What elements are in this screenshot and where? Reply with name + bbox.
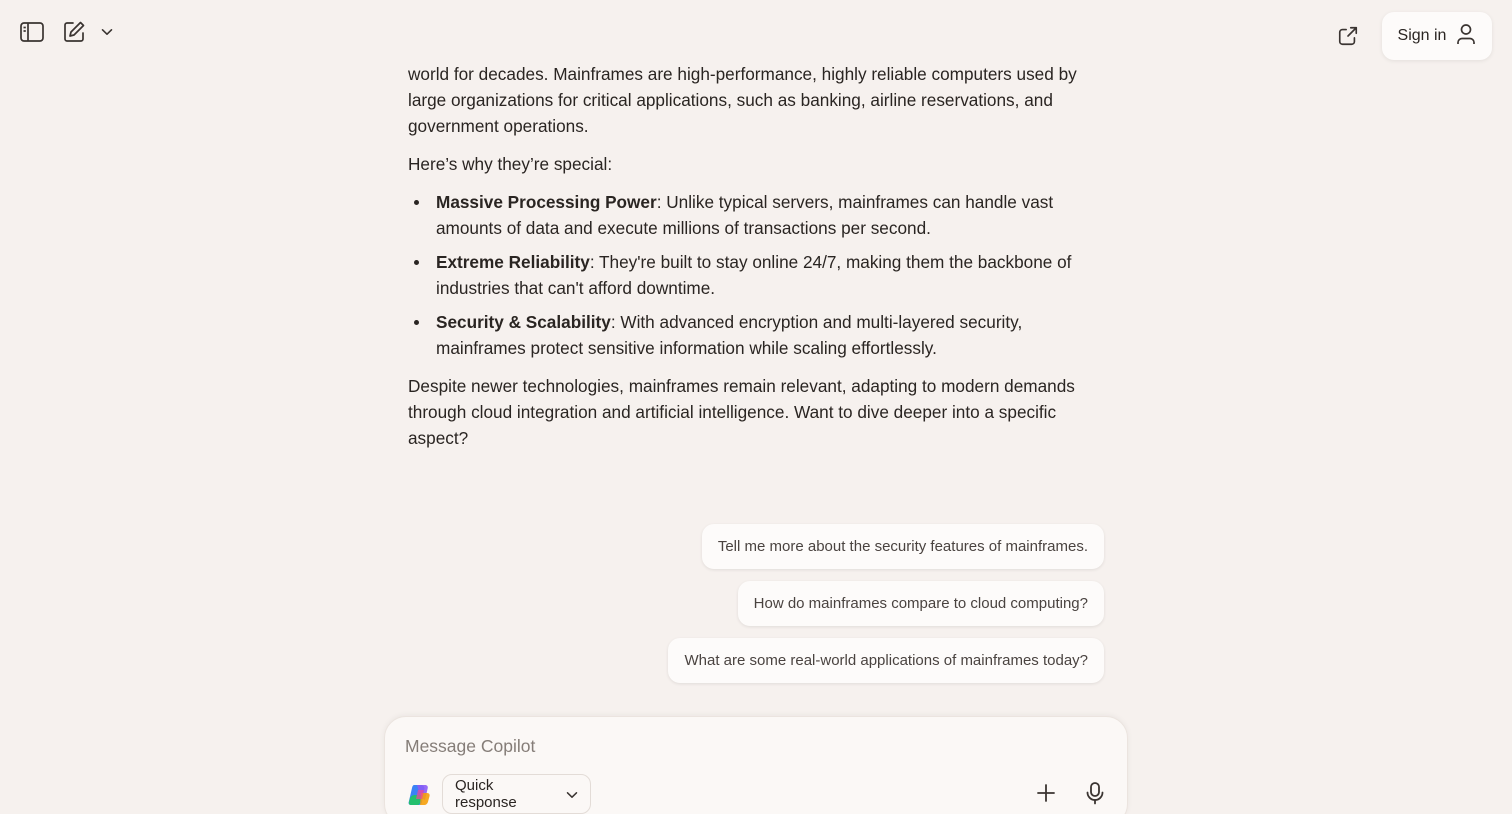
top-left-toolbar <box>18 18 116 46</box>
chevron-down-icon[interactable] <box>98 18 116 46</box>
compose-icon[interactable] <box>60 18 88 46</box>
microphone-icon[interactable] <box>1082 780 1108 806</box>
message-paragraph: Here’s why they’re special: <box>408 154 613 174</box>
scroll-fade <box>380 0 1120 60</box>
share-icon[interactable] <box>1334 22 1362 50</box>
message-paragraph: world for decades. Mainframes are high-performance, highly reliable computers used by large organizations for critical applications, such as banking, airline reservations, and government operations. <box>408 64 1077 136</box>
person-icon <box>1456 23 1476 50</box>
bullet-title: Extreme Reliability <box>436 252 590 272</box>
suggestion-chip[interactable]: What are some real-world applications of mainframes today? <box>668 638 1104 683</box>
list-item <box>408 249 1104 301</box>
suggestion-chip[interactable]: How do mainframes compare to cloud computing? <box>738 581 1104 626</box>
copilot-logo-icon <box>406 782 432 808</box>
bullet-title: Security & Scalability <box>436 312 611 332</box>
chevron-down-icon <box>566 786 578 803</box>
bullet-text: : Unlike typical servers, mainframes can handle vast amounts of data and execute millions of transactions per second. <box>436 192 1054 238</box>
list-item <box>408 309 1104 361</box>
assistant-message <box>408 61 1104 451</box>
response-mode-label: Quick response <box>455 777 517 811</box>
message-composer <box>384 716 1128 814</box>
response-mode-dropdown[interactable] <box>442 774 591 814</box>
suggested-prompts <box>668 524 1104 683</box>
list-item <box>408 189 1104 241</box>
message-bullet-list <box>408 189 1104 361</box>
bullet-text: : They're built to stay online 24/7, making them the backbone of industries that can't afford downtime. <box>436 252 1072 298</box>
message-paragraph: Despite newer technologies, mainframes remain relevant, adapting to modern demands through cloud integration and artificial intelligence. Want to dive deeper into a specific aspect? <box>408 376 1075 448</box>
sign-in-button[interactable] <box>1382 12 1492 60</box>
sidebar-toggle-icon[interactable] <box>18 18 46 46</box>
message-input[interactable] <box>405 733 1095 759</box>
sign-in-label: Sign in <box>1397 27 1447 44</box>
bullet-text: : With advanced encryption and multi-layered security, mainframes protect sensitive information while scaling effortlessly. <box>436 312 1023 358</box>
plus-icon[interactable] <box>1033 780 1059 806</box>
bullet-title: Massive Processing Power <box>436 192 657 212</box>
suggestion-chip[interactable]: Tell me more about the security features of mainframes. <box>702 524 1104 569</box>
